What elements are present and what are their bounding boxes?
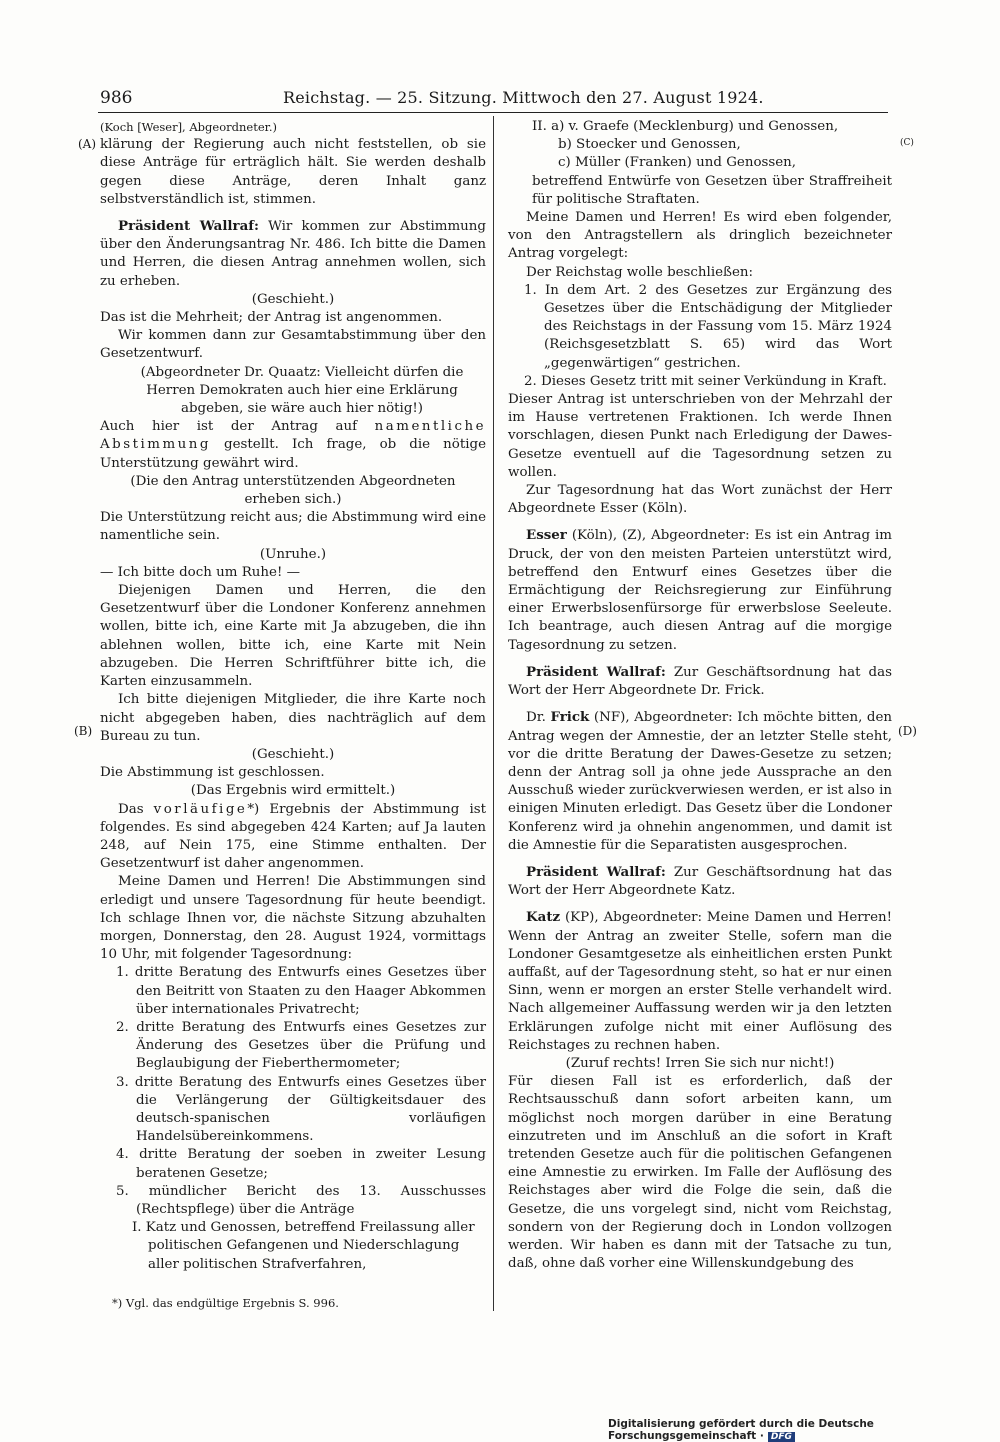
text-run: Dr. — [526, 710, 551, 726]
paragraph — [508, 863, 892, 900]
agenda-subitem: b) Stoecker und Genossen, — [558, 137, 741, 153]
speech-text: (Köln), (Z), Abgeordneter: Es ist ein Antrag im Druck, der von den meisten Parteien unterstützt wird, betreffend den Entwurf eines Gesetzes über die Ermächtigung der Reichsregierung zur Einführung einer Erwerbslosenfürsorge für erwerbslose Seeleute. Ich beantrage, auch diesen Antrag auf die morgige Tagesordnung zu setzen. — [508, 528, 892, 653]
paragraph: Dieser Antrag ist unterschrieben von der Mehrzahl der im Hause vertretenen Fraktionen. Ich werde Ihnen vorschlagen, diesen Punkt nach Erledigung der Dawes-Gesetze eventuell auf die Tagesordnung setzen zu wollen. — [508, 392, 892, 480]
paragraph: klärung der Regierung auch nicht feststellen, ob sie diese Anträge für erträglich hält. Sie werden deshalb gegen diese Anträge, deren Inhalt ganz selbstverständlich ist, stimmen. — [100, 137, 486, 207]
paragraph: Meine Damen und Herren! Die Abstimmungen sind erledigt und unsere Tagesordnung für heute beendigt. Ich schlage Ihnen vor, die nächste Sitzung abzuhalten morgen, Donnerstag, den 28. August 1924, vormittags 10 Uhr, mit folgender Tagesordnung: — [100, 874, 486, 963]
page-header — [98, 88, 888, 113]
agenda-subitem: I. Katz und Genossen, betreffend Freilassung aller politischen Gefangenen und Niederschlagung aller politischen Strafverfahren, — [132, 1220, 475, 1272]
speech-text: (KP), Abgeordneter: Meine Damen und Herren! Wenn der Antrag an zweiter Stelle, sofern man die Londoner Gesamtgesetze als einheitlichen ersten Punkt auffaßt, auf der Tagesordnung steht, so hat er nur einen Sinn, wenn er morgen an erster Stelle verhandelt wird. Nach allgemeiner Auffassung werden wir ja den letzten Erklärungen zufolge nicht mit einer Auflösung des Reichstages zu rechnen haben. — [508, 910, 892, 1053]
paragraph: Wir kommen dann zur Gesamtabstimmung über den Gesetzentwurf. — [100, 328, 486, 362]
agenda-item: 2. dritte Beratung des Entwurfs eines Gesetzes zur Änderung des Gesetzes über die Prüfung und Beglaubigung der Fieberthermometer; — [116, 1019, 486, 1072]
paragraph: Ich bitte diejenigen Mitglieder, die ihre Karte noch nicht abgegeben haben, dies nachträglich auf dem Bureau zu tun. — [100, 692, 486, 744]
interjection: (Abgeordneter Dr. Quaatz: Vielleicht dürfen die Herren Demokraten auch hier eine Erklärung abgeben, sie wäre auch hier nötig!) — [140, 364, 464, 417]
speech-text: Zur Geschäftsordnung hat das Wort der Herr Abgeordnete Dr. Frick. — [508, 664, 892, 699]
paragraph — [508, 663, 892, 700]
speaker-name: Präsident Wallraf: — [118, 218, 259, 235]
paragraph — [508, 526, 892, 654]
paragraph: — Ich bitte doch um Ruhe! — — [100, 564, 300, 580]
page-number: 986 — [100, 88, 133, 108]
paragraph: Der Reichstag wolle beschließen: — [526, 264, 754, 280]
speaker-tag: (Koch [Weser], Abgeordneter.) — [100, 120, 278, 134]
left-column — [100, 118, 486, 1274]
agenda-item: 3. dritte Beratung des Entwurfs eines Gesetzes über die Verlängerung der Gültigkeitsdauer des deutsch-spanischen vorläufigen Handelsübereinkommens. — [116, 1074, 486, 1145]
speech-text: Wir kommen zur Abstimmung über den Änderungsantrag Nr. 486. Ich bitte die Damen und Herren, die diesen Antrag annehmen wollen, sich zu erheben. — [100, 219, 486, 289]
footnote: *) Vgl. das endgültige Ergebnis S. 996. — [112, 1296, 339, 1310]
motion-item: 2. Dieses Gesetz tritt mit seiner Verkündung in Kraft. — [524, 373, 887, 389]
paragraph: Zur Tagesordnung hat das Wort zunächst der Herr Abgeordnete Esser (Köln). — [508, 483, 892, 517]
stage-note: (Unruhe.) — [259, 546, 327, 562]
footer-text: Digitalisierung gefördert durch die Deutsche Forschungsgemeinschaft · — [608, 1418, 874, 1442]
running-title: Reichstag. — 25. Sitzung. Mittwoch den 27. August 1924. — [283, 88, 764, 107]
emphasis: namentliche Abstimmung — [100, 419, 486, 453]
agenda-item: 1. dritte Beratung des Entwurfs eines Gesetzes über den Beitritt von Staaten zu den Haager Abkommen über internationales Privatrecht; — [116, 965, 486, 1017]
stage-note: (Die den Antrag unterstützenden Abgeordneten erheben sich.) — [130, 473, 456, 508]
right-column — [508, 118, 892, 1273]
text-run: Das — [118, 801, 154, 817]
speaker-name: Präsident Wallraf: — [526, 863, 666, 880]
text-run: *) Ergebnis der Abstimmung ist folgendes. Es sind abgegeben 424 Karten; auf Ja lauten 248, auf Nein 175, eine Stimme enthalten. Der Gesetzentwurf ist daher angenommen. — [100, 801, 486, 872]
text-run: Auch hier ist der Antrag auf — [100, 419, 375, 435]
stage-note: (Geschieht.) — [251, 291, 335, 307]
agenda-subitem-text: betreffend Entwürfe von Gesetzen über Straffreiheit für politische Straftaten. — [532, 173, 892, 207]
paragraph: Meine Damen und Herren! Es wird eben folgender, von den Antragstellern als dringlich bezeichneter Antrag vorgelegt: — [508, 210, 892, 262]
speech-text: Zur Geschäftsordnung hat das Wort der Herr Abgeordnete Katz. — [508, 864, 892, 899]
footer-credit — [608, 1418, 1000, 1442]
interjection: (Zuruf rechts! Irren Sie sich nur nicht!) — [565, 1055, 835, 1071]
margin-marker-d: (D) — [898, 724, 917, 738]
stage-note: (Das Ergebnis wird ermittelt.) — [190, 783, 396, 799]
speech-text: (NF), Abgeordneter: Ich möchte bitten, den Antrag wegen der Amnestie, der an letzter Stelle steht, vor die dritte Beratung der Dawes-Gesetze zu setzen; denn der Antrag soll ja ohne jede Aussprache an den Ausschuß wieder zurückverwiesen werden, er ist also in einigen Minuten erledigt. Das Gesetz über die Londoner Konferenz wird ja ohnehin angenommen, und damit ist die Amnestie für die Separatisten ausgesprochen. — [508, 710, 892, 853]
emphasis: vorläufige — [153, 801, 248, 817]
paragraph — [100, 217, 486, 291]
margin-marker-a: (A) — [78, 137, 97, 151]
paragraph: Die Abstimmung ist geschlossen. — [100, 765, 325, 781]
column-divider — [493, 116, 494, 1311]
speaker-name: Frick — [550, 709, 590, 726]
motion-item: 1. In dem Art. 2 des Gesetzes zur Ergänzung des Gesetzes über die Entschädigung der Mitglieder des Reichstags in der Fassung vom 15. März 1924 (Reichsgesetzblatt S. 65) wird das Wort „gegenwärtigen“ gestrichen. — [524, 282, 892, 371]
agenda-item: 4. dritte Beratung der soeben in zweiter Lesung beratenen Gesetze; — [116, 1147, 486, 1181]
agenda-subitem: c) Müller (Franken) und Genossen, — [558, 155, 797, 171]
margin-marker-c: (C) — [900, 138, 914, 148]
stage-note: (Geschieht.) — [251, 746, 335, 762]
margin-marker-b: (B) — [74, 724, 93, 738]
speaker-name: Katz — [526, 909, 561, 926]
dfg-logo: DFG — [768, 1432, 795, 1442]
paragraph: Für diesen Fall ist es erforderlich, daß der Rechtsausschuß dann sofort arbeiten kann, um möglichst noch morgen darüber in eine Beratung einzutreten und im Anschluß an die sofort in Kraft tretenden Gesetze auch für die politischen Gefangenen eine Amnestie zu erwirken. Im Falle der Auflösung des Reichstages aber wird die Folge die sein, daß die Gesetze, die uns vorgelegt sind, nicht vom Reichstag, sondern von der Regierung doch in London vollzogen werden. Wir haben es dann mit der Tatsache zu tun, daß, ohne daß vorher eine Willenskundgebung des — [508, 1074, 892, 1272]
agenda-subitem: II. a) v. Graefe (Mecklenburg) und Genossen, — [532, 119, 839, 134]
paragraph: Diejenigen Damen und Herren, die den Gesetzentwurf über die Londoner Konferenz annehmen wollen, bitte ich, eine Karte mit Ja abzugeben, die ihn ablehnen wollen, bitte ich, eine Karte mit Nein abzugeben. Die Herren Schriftführer bitte ich, die Karten einzusammeln. — [100, 583, 486, 690]
paragraph: Das ist die Mehrheit; der Antrag ist angenommen. — [100, 310, 443, 326]
paragraph: Die Unterstützung reicht aus; die Abstimmung wird eine namentliche sein. — [100, 510, 486, 544]
paragraph — [508, 708, 892, 855]
speaker-name: Präsident Wallraf: — [526, 663, 666, 680]
paragraph — [508, 908, 892, 1055]
text-run: gestellt. Ich frage, ob die nötige Unterstützung gewährt wird. — [100, 437, 486, 471]
speaker-name: Esser — [526, 527, 567, 544]
agenda-item: 5. mündlicher Bericht des 13. Ausschusses (Rechtspflege) über die Anträge — [116, 1183, 486, 1217]
paragraph — [100, 418, 486, 473]
paragraph — [100, 801, 486, 874]
